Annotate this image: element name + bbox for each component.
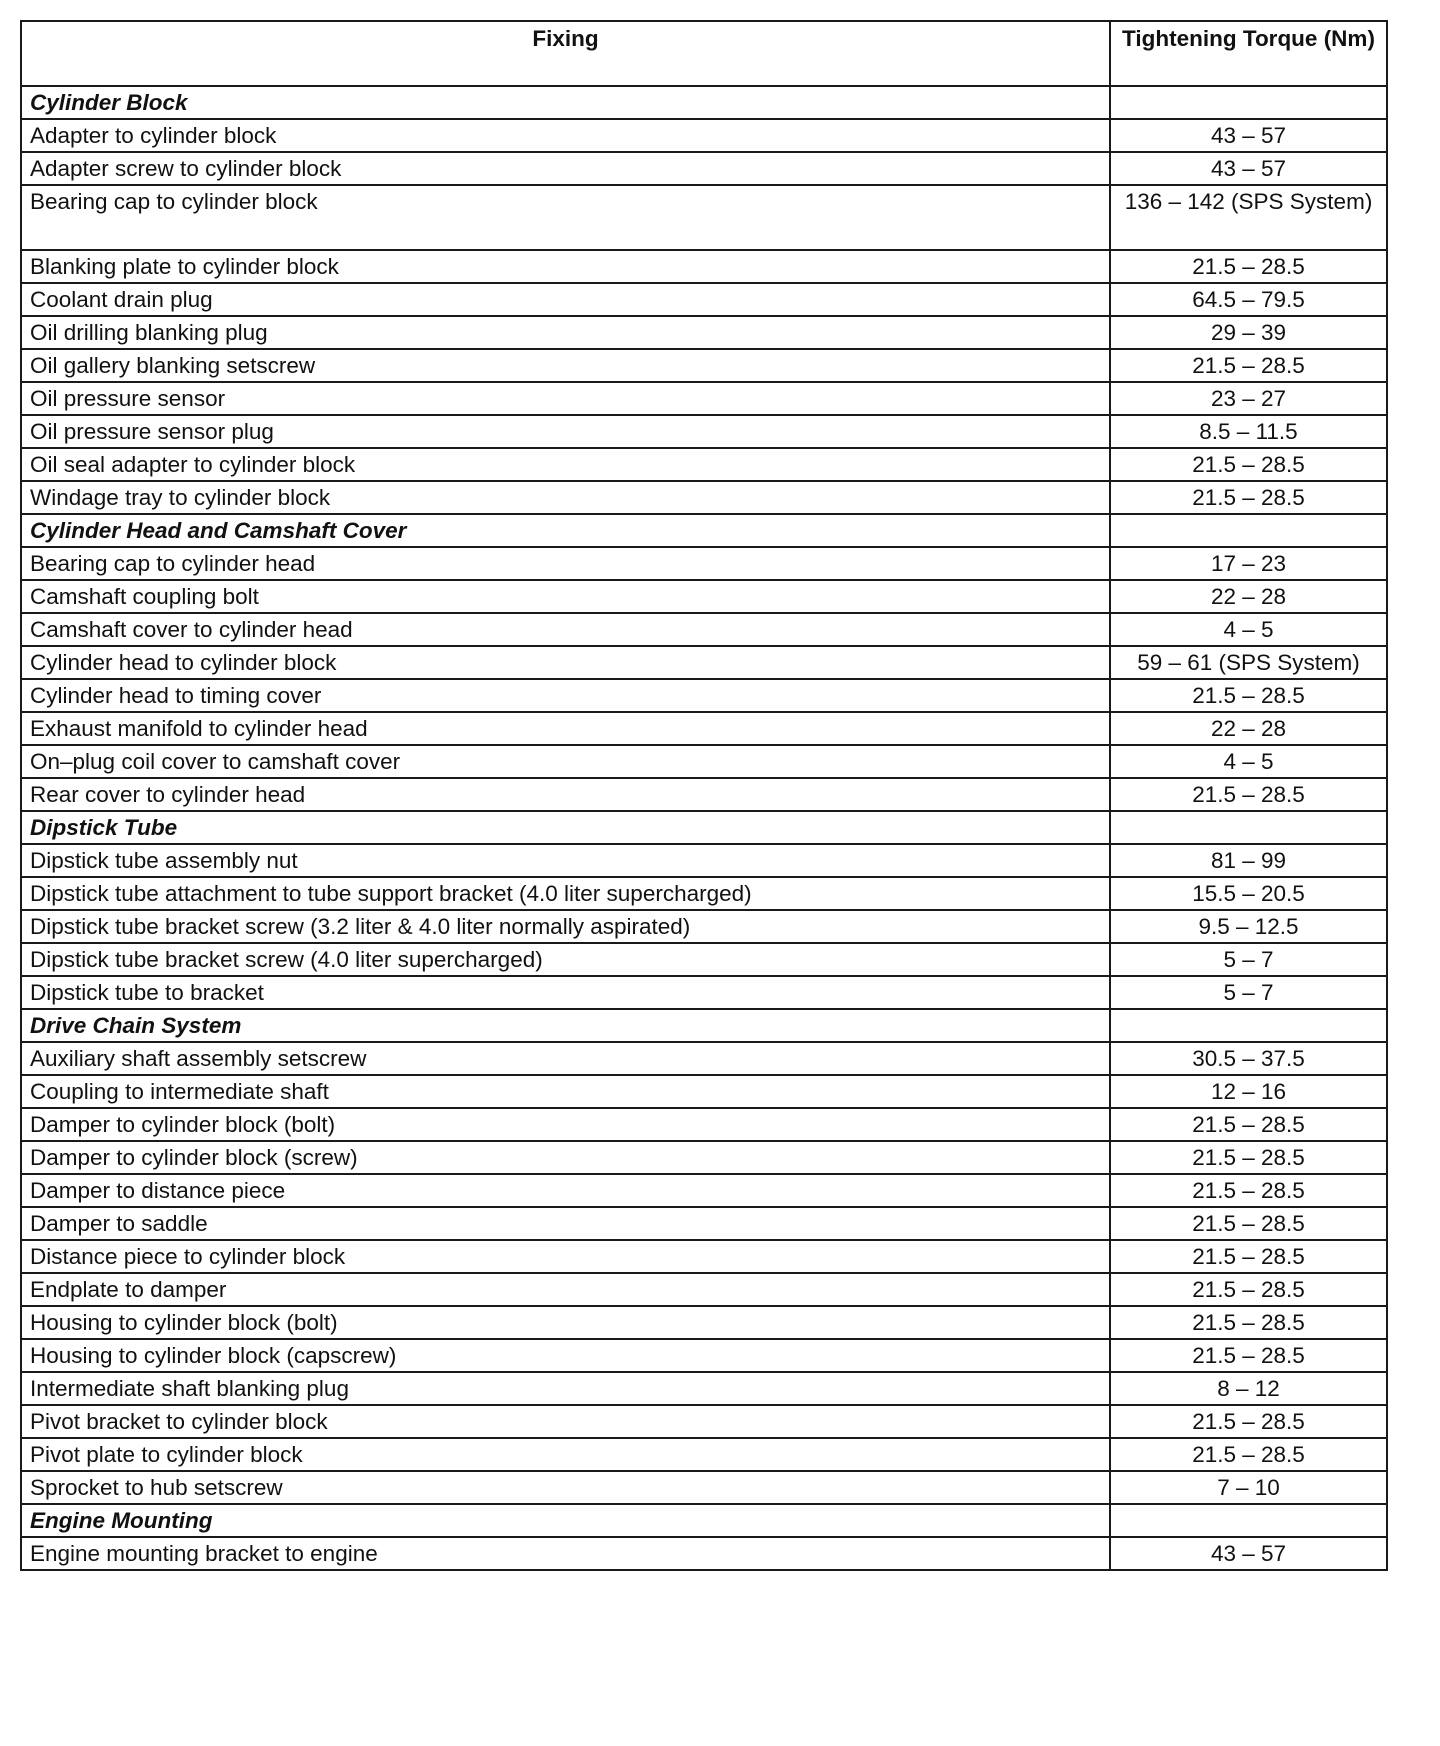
table-row	[21, 185, 1387, 250]
fixing-cell: Dipstick tube to bracket	[21, 976, 1110, 1009]
table-row	[21, 1273, 1387, 1306]
header-torque: Tightening Torque (Nm)	[1110, 21, 1387, 86]
fixing-cell: Coupling to intermediate shaft	[21, 1075, 1110, 1108]
fixing-cell: Oil pressure sensor	[21, 382, 1110, 415]
fixing-cell: Housing to cylinder block (capscrew)	[21, 1339, 1110, 1372]
torque-cell: 5 – 7	[1110, 976, 1387, 1009]
torque-cell: 5 – 7	[1110, 943, 1387, 976]
section-row	[21, 811, 1387, 844]
torque-cell: 17 – 23	[1110, 547, 1387, 580]
fixing-cell: Auxiliary shaft assembly setscrew	[21, 1042, 1110, 1075]
fixing-cell: Housing to cylinder block (bolt)	[21, 1306, 1110, 1339]
fixing-cell: Damper to cylinder block (bolt)	[21, 1108, 1110, 1141]
table-row	[21, 910, 1387, 943]
fixing-cell: Oil pressure sensor plug	[21, 415, 1110, 448]
fixing-cell: On–plug coil cover to camshaft cover	[21, 745, 1110, 778]
table-row	[21, 119, 1387, 152]
table-row	[21, 448, 1387, 481]
torque-cell: 21.5 – 28.5	[1110, 1438, 1387, 1471]
fixing-cell: Damper to distance piece	[21, 1174, 1110, 1207]
fixing-cell: Pivot bracket to cylinder block	[21, 1405, 1110, 1438]
table-row	[21, 877, 1387, 910]
torque-cell: 43 – 57	[1110, 119, 1387, 152]
fixing-cell: Exhaust manifold to cylinder head	[21, 712, 1110, 745]
table-row	[21, 1405, 1387, 1438]
torque-cell: 21.5 – 28.5	[1110, 1273, 1387, 1306]
table-row	[21, 943, 1387, 976]
table-row	[21, 1537, 1387, 1570]
table-row	[21, 844, 1387, 877]
fixing-cell: Distance piece to cylinder block	[21, 1240, 1110, 1273]
torque-cell: 43 – 57	[1110, 1537, 1387, 1570]
fixing-cell: Adapter screw to cylinder block	[21, 152, 1110, 185]
table-row	[21, 250, 1387, 283]
torque-cell	[1110, 1009, 1387, 1042]
table-row	[21, 481, 1387, 514]
fixing-cell: Adapter to cylinder block	[21, 119, 1110, 152]
torque-cell: 15.5 – 20.5	[1110, 877, 1387, 910]
torque-cell: 64.5 – 79.5	[1110, 283, 1387, 316]
table-row	[21, 1471, 1387, 1504]
fixing-cell: Pivot plate to cylinder block	[21, 1438, 1110, 1471]
fixing-cell: Windage tray to cylinder block	[21, 481, 1110, 514]
torque-cell: 21.5 – 28.5	[1110, 1306, 1387, 1339]
fixing-cell: Engine mounting bracket to engine	[21, 1537, 1110, 1570]
torque-cell: 30.5 – 37.5	[1110, 1042, 1387, 1075]
table-row	[21, 1042, 1387, 1075]
section-title: Drive Chain System	[21, 1009, 1110, 1042]
fixing-cell: Cylinder head to timing cover	[21, 679, 1110, 712]
torque-cell: 59 – 61 (SPS System)	[1110, 646, 1387, 679]
table-row	[21, 1372, 1387, 1405]
torque-cell	[1110, 1504, 1387, 1537]
torque-cell: 22 – 28	[1110, 580, 1387, 613]
fixing-cell: Oil seal adapter to cylinder block	[21, 448, 1110, 481]
table-row	[21, 283, 1387, 316]
table-row	[21, 613, 1387, 646]
table-row	[21, 1108, 1387, 1141]
table-body	[21, 86, 1387, 1570]
torque-cell: 81 – 99	[1110, 844, 1387, 877]
torque-cell: 4 – 5	[1110, 613, 1387, 646]
torque-cell: 21.5 – 28.5	[1110, 778, 1387, 811]
torque-cell: 21.5 – 28.5	[1110, 481, 1387, 514]
fixing-cell: Bearing cap to cylinder head	[21, 547, 1110, 580]
section-row	[21, 86, 1387, 119]
torque-cell: 12 – 16	[1110, 1075, 1387, 1108]
torque-cell: 4 – 5	[1110, 745, 1387, 778]
section-row	[21, 1009, 1387, 1042]
torque-cell: 21.5 – 28.5	[1110, 1405, 1387, 1438]
table-row	[21, 1174, 1387, 1207]
table-row	[21, 1207, 1387, 1240]
table-row	[21, 778, 1387, 811]
torque-cell: 21.5 – 28.5	[1110, 448, 1387, 481]
fixing-cell: Dipstick tube assembly nut	[21, 844, 1110, 877]
section-title: Cylinder Block	[21, 86, 1110, 119]
table-row	[21, 1240, 1387, 1273]
table-row	[21, 1339, 1387, 1372]
torque-table	[20, 20, 1388, 1571]
table-row	[21, 1438, 1387, 1471]
torque-cell: 22 – 28	[1110, 712, 1387, 745]
table-row	[21, 712, 1387, 745]
torque-cell: 29 – 39	[1110, 316, 1387, 349]
table-row	[21, 316, 1387, 349]
table-row	[21, 646, 1387, 679]
table-row	[21, 1075, 1387, 1108]
fixing-cell: Intermediate shaft blanking plug	[21, 1372, 1110, 1405]
torque-cell: 7 – 10	[1110, 1471, 1387, 1504]
fixing-cell: Damper to cylinder block (screw)	[21, 1141, 1110, 1174]
torque-cell	[1110, 86, 1387, 119]
torque-cell: 21.5 – 28.5	[1110, 1141, 1387, 1174]
table-row	[21, 679, 1387, 712]
fixing-cell: Coolant drain plug	[21, 283, 1110, 316]
section-title: Cylinder Head and Camshaft Cover	[21, 514, 1110, 547]
table-row	[21, 745, 1387, 778]
table-row	[21, 415, 1387, 448]
fixing-cell: Damper to saddle	[21, 1207, 1110, 1240]
fixing-cell: Camshaft cover to cylinder head	[21, 613, 1110, 646]
torque-cell: 21.5 – 28.5	[1110, 1207, 1387, 1240]
fixing-cell: Cylinder head to cylinder block	[21, 646, 1110, 679]
fixing-cell: Oil gallery blanking setscrew	[21, 349, 1110, 382]
section-row	[21, 514, 1387, 547]
fixing-cell: Sprocket to hub setscrew	[21, 1471, 1110, 1504]
torque-cell: 21.5 – 28.5	[1110, 679, 1387, 712]
torque-cell: 21.5 – 28.5	[1110, 349, 1387, 382]
fixing-cell: Dipstick tube bracket screw (3.2 liter & 4.0 liter normally aspirated)	[21, 910, 1110, 943]
table-row	[21, 152, 1387, 185]
torque-cell: 43 – 57	[1110, 152, 1387, 185]
torque-cell	[1110, 514, 1387, 547]
table-row	[21, 349, 1387, 382]
table-row	[21, 547, 1387, 580]
torque-cell: 9.5 – 12.5	[1110, 910, 1387, 943]
torque-cell: 8.5 – 11.5	[1110, 415, 1387, 448]
torque-cell: 21.5 – 28.5	[1110, 1108, 1387, 1141]
fixing-cell: Blanking plate to cylinder block	[21, 250, 1110, 283]
section-row	[21, 1504, 1387, 1537]
torque-cell	[1110, 811, 1387, 844]
header-fixing: Fixing	[21, 21, 1110, 86]
fixing-cell: Dipstick tube bracket screw (4.0 liter supercharged)	[21, 943, 1110, 976]
table-row	[21, 976, 1387, 1009]
section-title: Engine Mounting	[21, 1504, 1110, 1537]
fixing-cell: Oil drilling blanking plug	[21, 316, 1110, 349]
torque-cell: 21.5 – 28.5	[1110, 250, 1387, 283]
table-row	[21, 382, 1387, 415]
torque-cell: 21.5 – 28.5	[1110, 1174, 1387, 1207]
table-row	[21, 1306, 1387, 1339]
fixing-cell: Rear cover to cylinder head	[21, 778, 1110, 811]
torque-cell: 8 – 12	[1110, 1372, 1387, 1405]
table-header-row	[21, 21, 1387, 86]
table-row	[21, 1141, 1387, 1174]
fixing-cell: Bearing cap to cylinder block	[21, 185, 1110, 250]
fixing-cell: Camshaft coupling bolt	[21, 580, 1110, 613]
torque-cell: 21.5 – 28.5	[1110, 1240, 1387, 1273]
fixing-cell: Dipstick tube attachment to tube support bracket (4.0 liter supercharged)	[21, 877, 1110, 910]
torque-cell: 23 – 27	[1110, 382, 1387, 415]
fixing-cell: Endplate to damper	[21, 1273, 1110, 1306]
torque-cell: 136 – 142 (SPS System)	[1110, 185, 1387, 250]
torque-cell: 21.5 – 28.5	[1110, 1339, 1387, 1372]
table-row	[21, 580, 1387, 613]
section-title: Dipstick Tube	[21, 811, 1110, 844]
